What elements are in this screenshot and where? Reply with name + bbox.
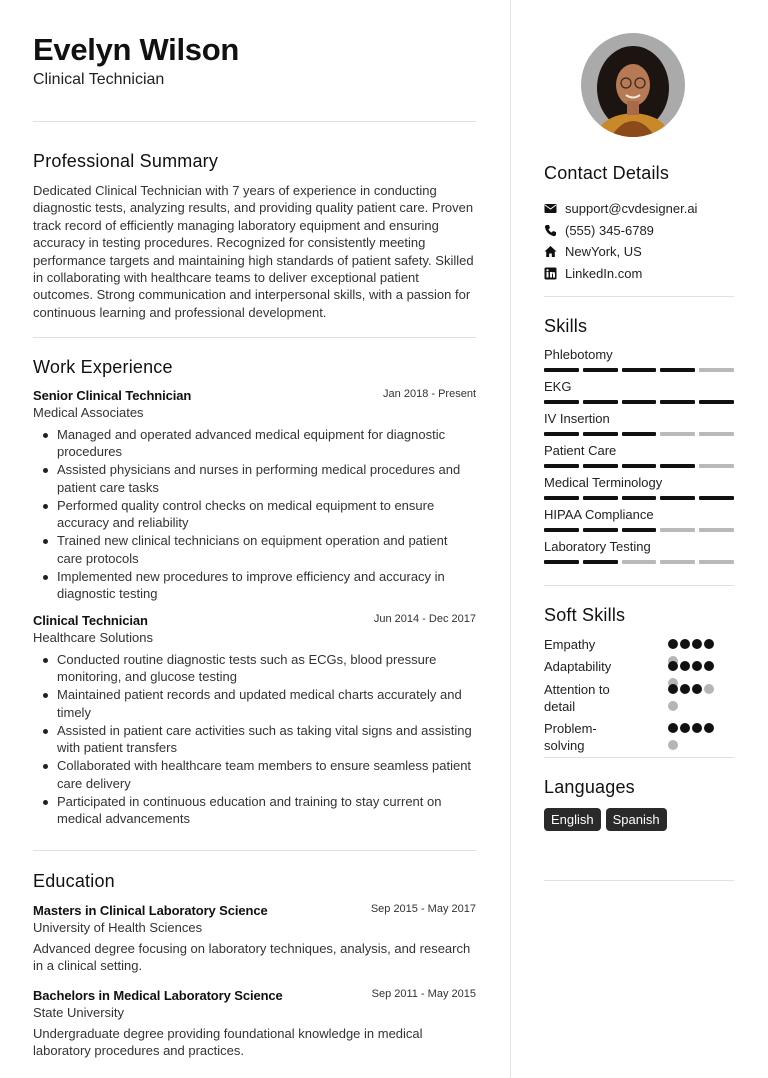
skill-segment-filled	[544, 400, 579, 404]
soft-skill-item	[544, 658, 734, 675]
education-description: Advanced degree focusing on laboratory techniques, analysis, and research in a clinical setting.	[33, 941, 471, 974]
contact-heading: Contact Details	[544, 163, 670, 183]
school-name: University of Health Sciences	[33, 920, 203, 935]
skill-segment-filled	[583, 368, 618, 372]
skill-segment-filled	[622, 432, 657, 436]
language-badges	[544, 808, 667, 831]
skill-item	[544, 411, 734, 436]
soft-skills-divider	[544, 757, 734, 758]
contact-linkedin[interactable]	[544, 263, 697, 285]
rating-dot-filled	[704, 661, 714, 671]
skill-level-bar	[544, 528, 734, 532]
contact-phone[interactable]	[544, 220, 697, 242]
job-bullet: Trained new clinical technicians on equipment operation and patient care protocols	[33, 532, 476, 567]
skill-segment-empty	[699, 368, 734, 372]
skill-segment-filled	[622, 528, 657, 532]
skill-item	[544, 443, 734, 468]
skill-segment-filled	[544, 496, 579, 500]
job-title: Senior Clinical Technician	[33, 388, 192, 403]
rating-dot-empty	[668, 740, 678, 750]
rating-dot-filled	[668, 684, 678, 694]
skill-segment-filled	[622, 400, 657, 404]
skill-segment-filled	[544, 560, 579, 564]
skill-segment-empty	[699, 432, 734, 436]
soft-skills-heading: Soft Skills	[544, 605, 626, 625]
skill-segment-empty	[660, 560, 695, 564]
job-bullet: Performed quality control checks on medical equipment to ensure accuracy and reliability	[33, 497, 476, 532]
phone-text: (555) 345-6789	[565, 222, 654, 238]
candidate-role: Clinical Technician	[33, 71, 165, 88]
job-bullet: Conducted routine diagnostic tests such as ECGs, blood pressure monitoring, and glucose testing	[33, 651, 476, 686]
rating-dot-filled	[668, 661, 678, 671]
job-bullet: Implemented new procedures to improve efficiency and accuracy in diagnostic testing	[33, 568, 476, 603]
education-date: Sep 2015 - May 2017	[370, 903, 476, 915]
profile-photo	[581, 33, 685, 137]
job-company: Healthcare Solutions	[33, 630, 153, 645]
soft-skill-name: Problem-solving	[544, 721, 597, 753]
header-divider	[33, 121, 476, 122]
skill-segment-filled	[699, 400, 734, 404]
job-title: Clinical Technician	[33, 613, 148, 628]
job-bullet: Collaborated with healthcare team members to ensure seamless patient care delivery	[33, 757, 476, 792]
envelope-icon	[544, 202, 557, 215]
skill-level-bar	[544, 464, 734, 468]
skill-name: HIPAA Compliance	[544, 507, 654, 522]
skill-segment-filled	[660, 368, 695, 372]
experience-heading: Work Experience	[33, 357, 173, 377]
skill-segment-filled	[583, 496, 618, 500]
summary-heading: Professional Summary	[33, 151, 219, 171]
rating-dot-filled	[680, 661, 690, 671]
skill-segment-filled	[544, 432, 579, 436]
rating-dot-filled	[680, 639, 690, 649]
skill-segment-filled	[699, 496, 734, 500]
phone-icon	[544, 224, 557, 237]
email-text: support@cvdesigner.ai	[565, 201, 698, 217]
skill-item	[544, 507, 734, 532]
skill-segment-filled	[660, 496, 695, 500]
experience-divider	[33, 850, 476, 851]
skill-segment-filled	[583, 560, 618, 564]
job-bullet: Managed and operated advanced medical equipment for diagnostic procedures	[33, 426, 476, 461]
skill-level-bar	[544, 432, 734, 436]
rating-dot-empty	[704, 684, 714, 694]
soft-skill-name: Empathy	[544, 637, 596, 652]
skill-segment-filled	[583, 432, 618, 436]
column-divider	[510, 0, 511, 1078]
job-bullets	[33, 651, 476, 827]
skill-segment-filled	[660, 400, 695, 404]
soft-skill-name: Adaptability	[544, 659, 612, 674]
rating-dot-filled	[704, 639, 714, 649]
skill-segment-filled	[544, 464, 579, 468]
summary-divider	[33, 337, 476, 338]
soft-skill-item	[544, 681, 734, 715]
skill-name: EKG	[544, 379, 572, 394]
job-date: Jan 2018 - Present	[383, 388, 476, 400]
skills-heading: Skills	[544, 316, 588, 336]
skill-segment-empty	[699, 464, 734, 468]
rating-dot-filled	[692, 661, 702, 671]
skill-segment-filled	[622, 368, 657, 372]
rating-dot-filled	[668, 639, 678, 649]
skill-item	[544, 379, 734, 404]
job-bullets	[33, 426, 476, 602]
job-entry	[33, 613, 476, 828]
skill-segment-filled	[544, 368, 579, 372]
school-name: State University	[33, 1005, 125, 1020]
skill-segment-filled	[583, 528, 618, 532]
summary-text: Dedicated Clinical Technician with 7 years of experience in conducting diagnostic tests, analyzing results, and providing quality patient care. Proven track record of efficiently managing laboratory equipment and ensuring accuracy in testing procedures. Recognized for consistently meeting performance targets and maintaining high standards of patient safety. Skilled in collaborating with healthcare teams to deliver exceptional patient outcomes. Strong communication and interpersonal skills, with a passion for continuous learning and professional development.	[33, 183, 474, 320]
rating-dot-filled	[692, 639, 702, 649]
skill-item	[544, 347, 734, 372]
job-bullet: Assisted in patient care activities such as taking vital signs and assisting with patient transfers	[33, 722, 476, 757]
job-date: Jun 2014 - Dec 2017	[373, 613, 476, 625]
skill-level-bar	[544, 496, 734, 500]
skill-segment-filled	[583, 464, 618, 468]
education-description: Undergraduate degree providing foundational knowledge in medical laboratory procedures and practices.	[33, 1026, 423, 1059]
skill-name: Patient Care	[544, 443, 617, 458]
skill-segment-filled	[622, 464, 657, 468]
skill-item	[544, 475, 734, 500]
skill-segment-filled	[583, 400, 618, 404]
rating-dot-filled	[680, 723, 690, 733]
skill-segment-filled	[660, 464, 695, 468]
rating-dot-filled	[704, 723, 714, 733]
skill-segment-empty	[699, 528, 734, 532]
skill-name: Medical Terminology	[544, 475, 663, 490]
linkedin-text: LinkedIn.com	[565, 266, 643, 282]
home-icon	[544, 245, 557, 258]
rating-dot-filled	[668, 723, 678, 733]
contact-email[interactable]	[544, 198, 697, 220]
skill-segment-empty	[660, 432, 695, 436]
job-bullet: Assisted physicians and nurses in performing medical procedures and patient care tasks	[33, 461, 476, 496]
skill-level-bar	[544, 560, 734, 564]
education-heading: Education	[33, 871, 115, 891]
languages-divider	[544, 880, 734, 881]
education-date: Sep 2011 - May 2015	[371, 988, 476, 1000]
languages-heading: Languages	[544, 777, 635, 797]
education-entry	[33, 903, 476, 975]
candidate-name: Evelyn Wilson	[33, 32, 239, 67]
rating-dot-filled	[692, 684, 702, 694]
degree-title: Masters in Clinical Laboratory Science	[33, 903, 268, 918]
skill-name: IV Insertion	[544, 411, 610, 426]
soft-skill-item	[544, 720, 734, 754]
rating-dot-filled	[680, 684, 690, 694]
education-entry	[33, 988, 476, 1060]
linkedin-icon	[544, 267, 557, 280]
skill-level-bar	[544, 368, 734, 372]
degree-title: Bachelors in Medical Laboratory Science	[33, 988, 283, 1003]
language-badge: English	[544, 808, 601, 831]
skill-name: Phlebotomy	[544, 347, 613, 362]
rating-dot-empty	[668, 701, 678, 711]
language-badge: Spanish	[606, 808, 667, 831]
skill-item	[544, 539, 734, 564]
contact-location	[544, 241, 697, 263]
skill-segment-filled	[544, 528, 579, 532]
contact-list	[544, 198, 697, 284]
skills-divider	[544, 585, 734, 586]
soft-skill-name: Attention to detail	[544, 682, 610, 714]
rating-dot-filled	[692, 723, 702, 733]
job-company: Medical Associates	[33, 405, 144, 420]
skill-segment-empty	[622, 560, 657, 564]
location-text: NewYork, US	[565, 244, 642, 260]
soft-skill-item	[544, 636, 734, 653]
skill-segment-filled	[622, 496, 657, 500]
skill-segment-empty	[699, 560, 734, 564]
job-bullet: Maintained patient records and updated medical charts accurately and timely	[33, 686, 476, 721]
job-bullet: Participated in continuous education and training to stay current on medical advancements	[33, 793, 476, 828]
skill-segment-empty	[660, 528, 695, 532]
skill-level-bar	[544, 400, 734, 404]
contact-divider	[544, 296, 734, 297]
skill-name: Laboratory Testing	[544, 539, 651, 554]
job-entry	[33, 388, 476, 603]
